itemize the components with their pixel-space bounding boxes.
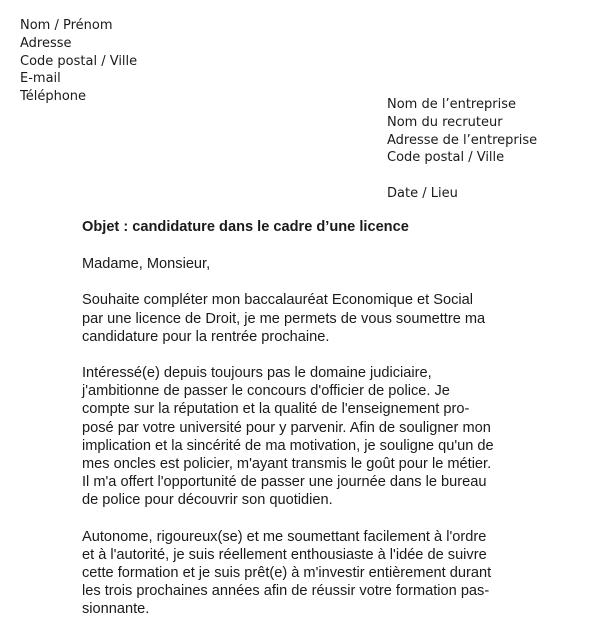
paragraph-line: Souhaite compléter mon baccalauréat Economique et Social [82,292,474,309]
paragraph-line: Il m'a offert l'opportunité de passer une journée dans le bureau [82,474,487,491]
paragraph-line: de police pour découvrir son quotidien. [82,492,333,509]
paragraph-line: Autonome, rigoureux(se) et me soumettant facilement à l'ordre [82,528,487,545]
sender-address: Adresse [20,35,72,51]
sender-postal-city: Code postal / Ville [20,53,138,69]
paragraph-2 [82,364,522,510]
letter-body [82,218,522,619]
paragraph-line: Intéressé(e) depuis toujours pas le domaine judiciaire, [82,365,432,382]
recipient-postal-city: Code postal / Ville [387,150,505,166]
paragraph-line: compte sur la réputation et la qualité de l'enseignement pro- [82,401,470,418]
letter-subject: Objet : candidature dans le cadre d’une licence [82,219,409,235]
letter-salutation: Madame, Monsieur, [82,256,211,273]
paragraph-line: j'ambitionne de passer le concours d'officier de police. Je [82,383,450,400]
paragraph-line: et à l'autorité, je suis réellement enthousiaste à l'idée de suivre [82,546,487,563]
recipient-address: Adresse de l’entreprise [387,132,538,148]
paragraph-3 [82,528,522,619]
paragraph-line: sionnante. [82,601,150,618]
recipient-company: Nom de l’entreprise [387,97,516,112]
paragraph-1 [82,291,522,346]
recipient-block [387,96,537,203]
paragraph-line: posé par votre université pour y parvenir. Afin de souligner mon [82,419,491,436]
paragraph-line: mes oncles est policier, m'ayant transmis le goût pour le métier. [82,456,492,473]
paragraph-line: les trois prochaines années afin de réussir votre formation pas- [82,583,490,600]
spacer [387,167,537,185]
paragraph-line: cette formation et je suis prêt(e) à m'investir entièrement durant [82,565,492,582]
paragraph-line: par une licence de Droit, je me permets de vous soumettre ma [82,310,486,327]
sender-name: Nom / Prénom [20,18,113,33]
recipient-recruiter: Nom du recruteur [387,114,503,130]
sender-phone: Téléphone [20,89,87,105]
paragraph-line: candidature pour la rentrée prochaine. [82,328,330,345]
paragraph-line: implication et la sincérité de ma motivation, je souligne qu'un de [82,437,494,454]
sender-block [20,17,137,106]
date-place: Date / Lieu [387,185,458,201]
sender-email: E-mail [20,71,61,87]
